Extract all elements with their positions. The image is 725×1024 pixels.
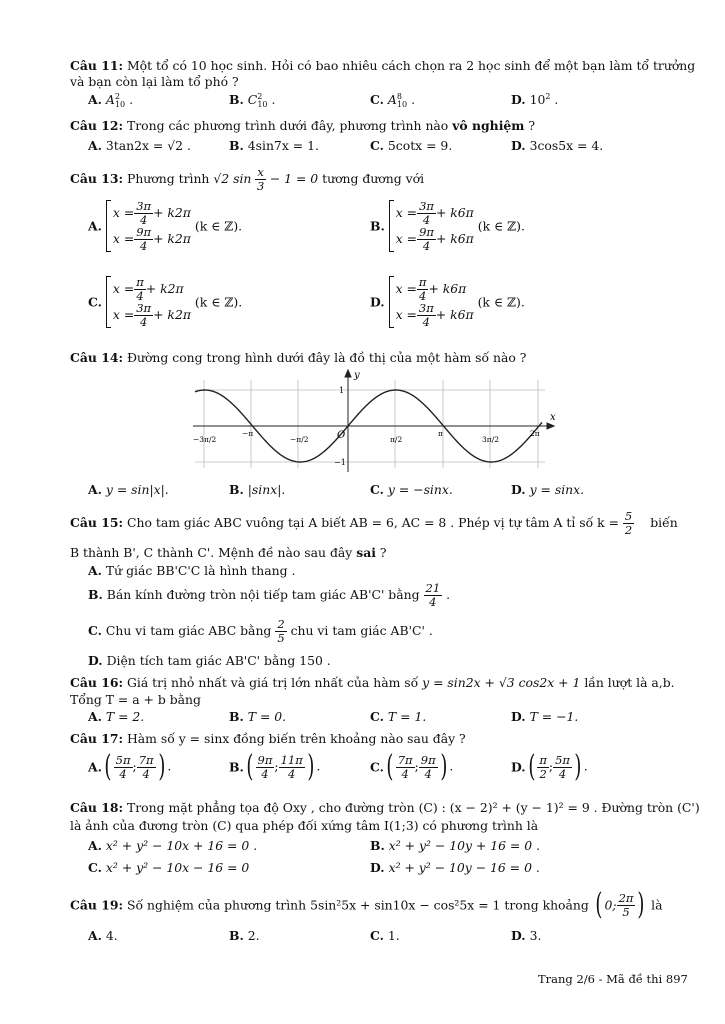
graph-origin-label: O bbox=[337, 430, 346, 441]
tick-pi-2: π/2 bbox=[390, 435, 403, 444]
tick-3pi-2: 3π/2 bbox=[482, 435, 499, 444]
page-footer: Trang 2/6 - Mã đề thi 897 bbox=[538, 972, 688, 986]
q18-option-b: B. x² + y² − 10y + 16 = 0 . bbox=[370, 838, 541, 853]
q18-option-c: C. x² + y² − 10x − 16 = 0 bbox=[88, 860, 250, 875]
q14-option-c: C. y = −sinx. bbox=[370, 482, 453, 497]
tick-2pi: 2π bbox=[530, 429, 540, 438]
q11-option-a: A. $A^2_{10}$ . bbox=[88, 91, 134, 110]
q13-option-a: A. x = $\frac{3\pi}{4}$ + k2π x = $\frac{9\pi}{4}$ + k2π (k ∈ ℤ). bbox=[88, 198, 243, 253]
q15-line1: Câu 15: Cho tam giác ABC vuông tại A biết AB = 6, AC = 8 . Phép vị tự tâm A tỉ số k = $\frac{5}{2}$ biến bbox=[70, 509, 678, 537]
q19-option-b: B. 2. bbox=[229, 928, 260, 943]
q16-option-c: C. T = 1. bbox=[370, 709, 427, 724]
q11-text1: Một tổ có 10 học sinh. Hỏi có bao nhiêu cách chọn ra 2 học sinh để một bạn làm tổ trưởng bbox=[126, 58, 696, 73]
q12-line: Câu 12: Trong các phương trình dưới đây, phương trình nào vô nghiệm ? bbox=[70, 118, 536, 133]
tick-pi: π bbox=[438, 429, 443, 438]
q17-option-c: C.( $\frac{7\pi}{4}$ ; $\frac{9\pi}{4}$ ) . bbox=[370, 749, 454, 784]
q17-option-a: A.( $\frac{5\pi}{4}$ ; $\frac{7\pi}{4}$ ) . bbox=[88, 749, 172, 784]
q11-text2: và bạn còn lại làm tổ phó ? bbox=[70, 74, 239, 89]
q19-option-c: C. 1. bbox=[370, 928, 400, 943]
q17-line: Câu 17: Hàm số y = sinx đồng biến trên khoảng nào sau đây ? bbox=[70, 731, 466, 746]
q16-line1: Câu 16: Giá trị nhỏ nhất và giá trị lớn nhất của hàm số y = sin2x + √3 cos2x + 1 lần lượt là a,b. bbox=[70, 675, 675, 690]
q17-option-b: B.( $\frac{9\pi}{4}$ ; $\frac{11\pi}{4}$ ) . bbox=[229, 749, 321, 784]
q14-line: Câu 14: Đường cong trong hình dưới đây là đồ thị của một hàm số nào ? bbox=[70, 350, 527, 365]
q12-option-b: B. 4sin7x = 1. bbox=[229, 138, 319, 153]
q13-option-b: B. x = $\frac{3\pi}{4}$ + k6π x = $\frac{9\pi}{4}$ + k6π (k ∈ ℤ). bbox=[370, 198, 525, 253]
q18-line2: là ảnh của đương tròn (C) qua phép đối xứng tâm I(1;3) có phương trình là bbox=[70, 818, 539, 833]
q16-option-d: D. T = −1. bbox=[511, 709, 579, 724]
q14-option-d: D. y = sinx. bbox=[511, 482, 585, 497]
graph-one-label: 1 bbox=[339, 386, 345, 395]
tick-neg-pi-2: −π/2 bbox=[290, 435, 309, 444]
q11-line1 bbox=[70, 58, 695, 74]
q12-option-a: A. 3tan2x = √2 . bbox=[88, 138, 191, 153]
tick-neg-pi: −π bbox=[242, 429, 254, 438]
q11-label: Câu 11: bbox=[70, 58, 124, 73]
q11-option-d: D. $10^2$ . bbox=[511, 91, 559, 107]
q18-option-d: D. x² + y² − 10y − 16 = 0 . bbox=[370, 860, 540, 875]
q18-line1: Câu 18: Trong mặt phẳng tọa độ Oxy , cho đường tròn (C) : (x − 2)² + (y − 1)² = 9 . Đường tròn (C') bbox=[70, 800, 700, 815]
q19-line: Câu 19: Số nghiệm của phương trình 5sin²5x + sin10x − cos²5x = 1 trong khoảng ( 0; $\frac{2\pi}{5}$ ) là bbox=[70, 887, 663, 922]
q18-option-a: A. x² + y² − 10x + 16 = 0 . bbox=[88, 838, 258, 853]
sine-graph bbox=[190, 368, 560, 474]
q16-option-b: B. T = 0. bbox=[229, 709, 287, 724]
graph-grid bbox=[195, 380, 545, 468]
graph-x-label: x bbox=[550, 412, 556, 423]
q14-option-b: B. |sinx|. bbox=[229, 482, 286, 497]
q12-option-d: D. 3cos5x = 4. bbox=[511, 138, 604, 153]
q15-line2: B thành B', C thành C'. Mệnh đề nào sau đây sai ? bbox=[70, 545, 387, 560]
tick-neg-3pi-2: −3π/2 bbox=[193, 435, 217, 444]
q16-option-a: A. T = 2. bbox=[88, 709, 145, 724]
q13-line: Câu 13: Phương trình √2 sin $\frac{x}{3}$ − 1 = 0 tương đương với bbox=[70, 165, 425, 193]
q15-option-b: B. Bán kính đường tròn nội tiếp tam giác AB'C' bằng $\frac{21}{4}$ . bbox=[88, 581, 451, 609]
graph-y-label: y bbox=[354, 370, 360, 381]
q13-option-c: C. x = $\frac{\pi}{4}$ + k2π x = $\frac{3\pi}{4}$ + k2π (k ∈ ℤ). bbox=[88, 274, 243, 329]
q11-option-c: C. $A^8_{10}$ . bbox=[370, 91, 416, 110]
q17-option-d: D.( $\frac{\pi}{2}$ ; $\frac{5\pi}{4}$ ) . bbox=[511, 749, 588, 784]
q15-option-d: D. Diện tích tam giác AB'C' bằng 150 . bbox=[88, 653, 331, 668]
q12-option-c: C. 5cotx = 9. bbox=[370, 138, 453, 153]
q14-option-a: A. y = sin|x|. bbox=[88, 482, 169, 497]
graph-axes bbox=[193, 370, 554, 472]
q15-option-a: A. Tứ giác BB'C'C là hình thang . bbox=[88, 563, 296, 578]
q15-option-c: C. Chu vi tam giác ABC bằng $\frac{2}{5}$ chu vi tam giác AB'C' . bbox=[88, 617, 433, 645]
graph-minus-one-label: −1 bbox=[334, 458, 346, 467]
q19-option-d: D. 3. bbox=[511, 928, 542, 943]
q13-option-d: D. x = $\frac{\pi}{4}$ + k6π x = $\frac{3\pi}{4}$ + k6π (k ∈ ℤ). bbox=[370, 274, 525, 329]
q11-option-b: B. $C^2_{10}$ . bbox=[229, 91, 276, 110]
q19-option-a: A. 4. bbox=[88, 928, 118, 943]
q16-line2: Tổng T = a + b bằng bbox=[70, 692, 201, 707]
